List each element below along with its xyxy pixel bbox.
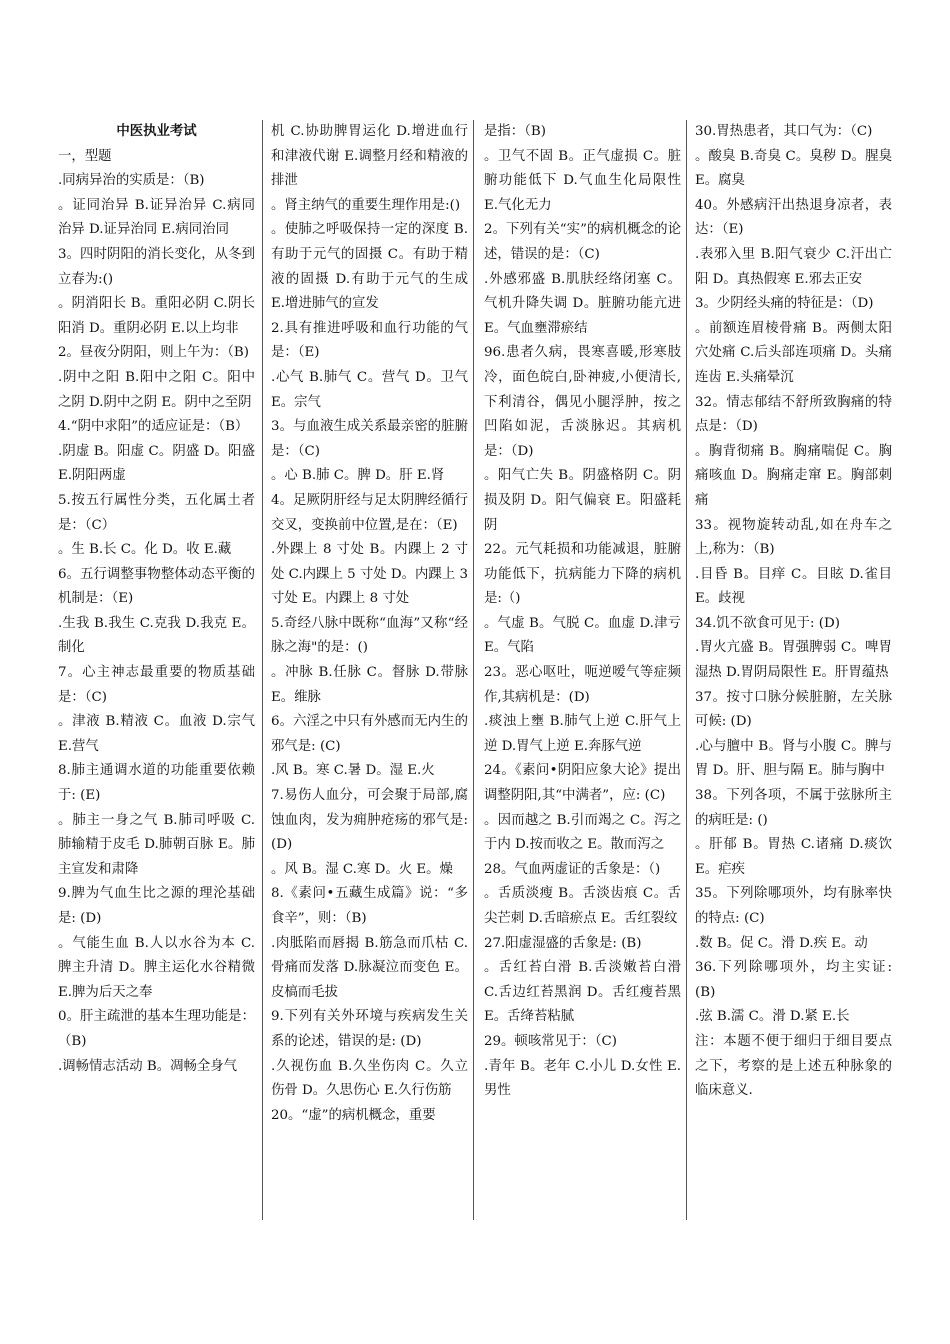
text-column-1 [58,120,255,1220]
question-text: 。肾主纳气的重要生理作用是:() [271,197,461,213]
question-text: 2.具有推进呼吸和血行功能的气是：（E) [271,320,468,361]
question-text: 。冲脉 B.任脉 C。督脉 D.带脉 E。维脉 [271,665,468,705]
question-text: 。风 B。湿 C.寒 D。火 E。燥 [271,861,453,877]
question-text: .阴中之阳 B.阳中之阳 C。阳中之阴 D.阴中之阴 E。阴中之至阴 [58,369,255,410]
question-text: 。舌质淡瘦 B。舌淡齿痕 C。舌尖芒刺 D.舌暗瘀点 E。舌红裂纹 [484,886,681,926]
question-text: .目昏 B。目痒 C。目眩 D.雀目 E。歧视 [695,566,892,607]
question-text: 。胸背彻痛 B。胸痛喘促 C。胸痛咳血 D。胸痛走窜 E。胸部刺痛 [695,443,892,508]
question-text: 6。五行调整事物整体动态平衡的机制是：（E) [58,566,255,607]
question-text: 机 C.协助脾胃运化 D.增进血行和津液代谢 E.调整月经和精液的排泄 [271,124,468,189]
question-text: 。肝郁 B。胃热 C.诸痛 D.痰饮 E。疟疾 [695,837,892,877]
question-text: 8.《素问•五藏生成篇》说：“多食辛”，则：（B) [271,886,468,926]
question-text: 9.脾为气血生比之源的理沦基础是: (D) [58,886,255,926]
question-text: .风 B。寒 C.暑 D。湿 E.火 [271,763,435,779]
question-text: .数 B。促 C。滑 D.疾 E。动 [695,935,868,951]
question-text: .痰浊上壅 B.肺气上逆 C.肝气上逆 D.胃气上逆 E.奔豚气逆 [484,714,681,754]
question-text: 。卫气不固 B。正气虚损 C。脏腑功能低下 D.气血生化局限性 E.气化无力 [484,148,681,213]
question-text: 。舌红苔白滑 B.舌淡嫩苔白滑 C.舌边红苔黑润 D。舌红瘦苔黑 E。舌绛苔粘腻 [484,960,681,1025]
question-text: 96.患者久病，畏寒喜暖,形寒肢冷，面色皖白,卧神疲,小便清长,下利清谷，偶见小腿浮肿，按之凹陷如泥，舌淡脉迟。其病机是：（D) [484,345,681,459]
question-text: 6。六淫之中只有外感而无内生的邪气是: (C) [271,714,468,754]
question-text: 35。下列除哪项外，均有脉率快的特点: (C) [695,886,892,926]
question-text: 是指：（B) [484,124,546,139]
question-text: 。使肺之呼吸保持一定的深度 B.有助于元气的固摄 C。有助于精液的固摄 D.有助于元气的生成 E.增进肺气的宣发 [271,222,468,312]
question-text: 。阴消阳长 B。重阳必阴 C.阴长阳消 D。重阴必阴 E.以上均非 [58,296,255,336]
question-text: .阴虚 B。阳虚 C。阴盛 D。阳盛 E.阴阳两虚 [58,443,255,484]
question-text: 2。下列有关“实”的病机概念的论述，错误的是：（C) [484,222,681,262]
question-text: .同病异治的实质是：（B) [58,173,205,189]
question-text: 32。情志郁结不舒所致胸痛的特点是：（D) [695,394,892,435]
question-text: .肉胝陷而唇揭 B.筋急而爪枯 C.骨痛而发落 D.脉凝泣而变色 E。皮槁而毛拔 [271,935,468,1000]
question-text: 。肺主一身之气 B.肺司呼吸 C.肺输精于皮毛 D.肺朝百脉 E。肺主宣发和肃降 [58,812,255,877]
question-text: 20。“虚”的病机概念，重要 [271,1107,436,1123]
question-text: 3。少阴经头痛的特征是：（D) [695,296,874,312]
question-text: 33。视物旋转动乱,如在舟车之上,称为：（B) [695,517,892,558]
question-text: 30.胃热患者，其口气为：（C) [695,124,873,139]
question-text: 注：本题不便于细归于细目要点之下，考察的是上述五种脉象的临床意义. [695,1033,892,1099]
question-text: .心与膻中 B。肾与小腹 C。脾与胃 D。肝、胆与隔 E。肺与胸中 [695,738,892,779]
question-text: .久视伤血 B.久坐伤肉 C。久立伤骨 D。久思伤心 E.久行伤筋 [271,1058,468,1099]
question-text: 28。气血两虚证的舌象是：（) [484,861,661,877]
text-column-4 [695,120,892,1220]
question-text: 。气虚 B。气脱 C。血虚 D.津亏 E。气陷 [484,615,681,656]
document-page [49,120,907,1220]
question-text: 。证同治异 B.证异治异 C.病同治异 D.证异治同 E.病同治同 [58,197,255,238]
question-text: 。前额连眉棱骨痛 B。两侧太阳穴处痛 C.后头部连项痛 D。头痛连齿 E.头痛晕沉 [695,320,892,385]
question-text: 4。足厥阴肝经与足太阴脾经循行交叉，变换前中位置,是在：（E) [271,492,468,533]
question-text: .外感邪盛 B.肌肤经络闭塞 C。气机升降失调 D。脏腑功能亢进 E。气血壅滞瘀结 [484,271,681,336]
question-text: .调畅情志活动 B。凋畅全身气 [58,1058,238,1074]
question-text: 23。恶心呕吐，呃逆嗳气等症频作,其病机是：(D) [484,665,681,705]
text-column-2 [271,120,468,1220]
question-text: .胃火亢盛 B。胃强脾弱 C。啤胃湿热 D.胃阴局限性 E。肝胃蕴热 [695,640,892,681]
question-text: 。生 B.长 C。化 D。收 E.藏 [58,542,232,558]
question-text: 。心 B.肺 C。脾 D。肝 E.肾 [271,468,445,484]
question-text: .心气 B.肺气 C。营气 D。卫气 E。宗气 [271,369,468,410]
column-divider [686,120,687,1220]
question-text: 36.下列除哪项外，均主实证: (B) [695,960,892,1000]
question-text: 2。昼夜分阴阳，则上午为：（B) [58,345,249,361]
question-text: .生我 B.我生 C.克我 D.我克 E。制化 [58,615,255,656]
question-text: 24。《素问•阴阳应象大论》提出调整阴阳,其“中满者”，应: (C) [484,763,681,804]
question-text: 38。下列各项，不属于弦脉所主的病旺是: () [695,788,892,828]
question-text: 8.肺主通调水道的功能重要依赖于: (E) [58,763,255,804]
document-title: 中医执业考试 [116,124,197,139]
question-text: 0。肝主疏泄的基本生理功能是：（B) [58,1009,255,1049]
question-text: 3。四时阴阳的消长变化，从冬到立春为:() [58,246,255,287]
question-text: 37。按寸口脉分候脏腑，左关脉可候: (D) [695,689,892,730]
question-text: 。津液 B.精液 C。血液 D.宗气 E.营气 [58,714,255,754]
question-text: .外踝上 8 寸处 B。内踝上 2 寸处 C.内踝上 5 寸处 D。内踝上 3 寸处 E。内踝上 8 寸处 [271,542,468,607]
question-text: 。因而越之 B.引而竭之 C。泻之于内 D.按而收之 E。散而泻之 [484,812,681,853]
question-text: 40。外感病汗出热退身凉者，表达：（E) [695,197,892,238]
question-text: 7。心主神志最重要的物质基础是：（C) [58,665,255,705]
question-text: 。阳气亡失 B。阴盛格阴 C。阴损及阴 D。阳气偏衰 E。阳盛耗阴 [484,468,681,533]
text-column-3 [484,120,681,1220]
question-text: 5.奇经八脉中既称“血海”又称“经脉之海"的是：() [271,615,468,656]
question-text: 22。元气耗损和功能减退，脏腑功能低下，抗病能力下降的病机是:（) [484,542,681,607]
question-text: 9.下列有关外环境与疾病发生关系的论述，错误的是: (D) [271,1009,468,1049]
question-text: .青年 B。老年 C.小儿 D.女性 E.男性 [484,1058,681,1099]
column-divider [262,120,263,1220]
question-text: 3。与血液生成关系最亲密的脏腑是：（C) [271,419,468,459]
question-text: 。气能生血 B.人以水谷为本 C.脾主升清 D。脾主运化水谷精微 E.脾为后天之奉 [58,935,255,1000]
question-text: 29。顿咳常见于：（C) [484,1033,617,1049]
question-text: 4.“阴中求阳”的适应证是：（B） [58,419,249,435]
question-text: 5.按五行属性分类，五化属土者是：（C） [58,492,255,533]
question-text: 34.饥不欲食可见于: (D) [695,615,840,631]
question-text: 27.阳虚湿盛的舌象是: (B) [484,935,642,951]
column-divider [473,120,474,1220]
question-text: .弦 B.濡 C。滑 D.紧 E.长 [695,1009,850,1025]
question-text: 。酸臭 B.奇臭 C。臭秽 D。腥臭 E。腐臭 [695,148,892,189]
question-text: .表邪入里 B.阳气衰少 C.汗出亡阳 D。真热假寒 E.邪去正安 [695,246,892,287]
question-text: 一，型题 [58,148,112,164]
question-text: 7.易伤人血分，可会聚于局部,腐蚀血肉，发为痈肿疮疡的邪气是: (D) [271,788,468,853]
